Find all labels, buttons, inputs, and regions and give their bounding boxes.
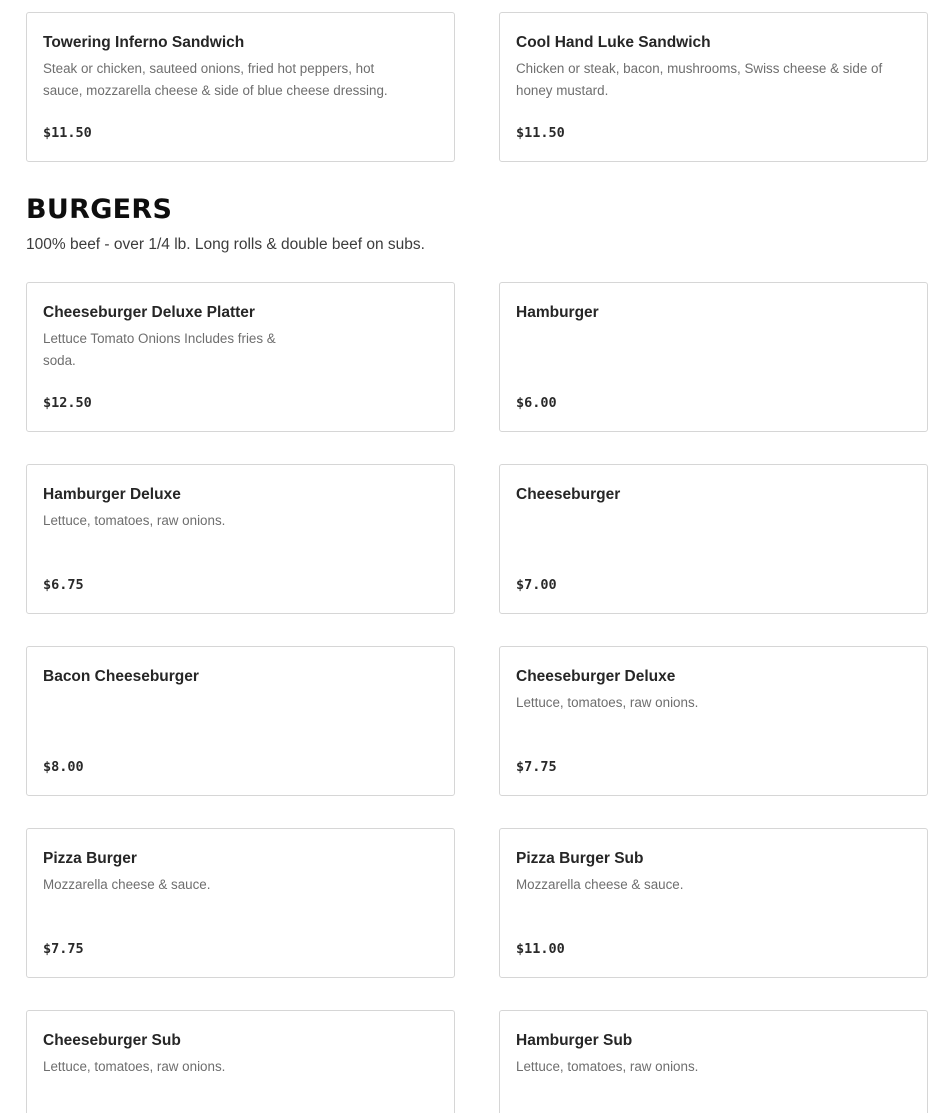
item-description: Lettuce, tomatoes, raw onions. bbox=[43, 513, 226, 528]
menu-item-card[interactable] bbox=[499, 1010, 928, 1113]
menu-item-card[interactable] bbox=[499, 12, 928, 162]
item-name: Hamburger Sub bbox=[516, 1032, 633, 1049]
item-name: Cheeseburger Deluxe Platter bbox=[43, 304, 255, 321]
item-description: Mozzarella cheese & sauce. bbox=[516, 877, 684, 892]
item-price: $11.00 bbox=[516, 941, 565, 957]
item-price: $8.00 bbox=[43, 759, 84, 775]
menu-item-card[interactable] bbox=[26, 1010, 455, 1113]
menu-item-card[interactable] bbox=[499, 828, 928, 978]
menu-item-card[interactable] bbox=[26, 12, 455, 162]
item-price: $11.50 bbox=[43, 125, 92, 141]
item-name: Towering Inferno Sandwich bbox=[43, 34, 245, 51]
item-description: Steak or chicken, sauteed onions, fried hot peppers, hot sauce, mozzarella cheese & side of blue cheese dressing. bbox=[43, 61, 388, 98]
item-price: $11.50 bbox=[516, 125, 565, 141]
item-price: $7.00 bbox=[516, 577, 557, 593]
item-name: Hamburger Deluxe bbox=[43, 486, 181, 503]
item-description: Lettuce Tomato Onions Includes fries & soda. bbox=[43, 331, 276, 368]
menu-item-card[interactable] bbox=[26, 282, 455, 432]
item-description: Lettuce, tomatoes, raw onions. bbox=[43, 1059, 226, 1074]
menu-item-card[interactable] bbox=[499, 282, 928, 432]
menu-item-card[interactable] bbox=[499, 646, 928, 796]
item-price: $12.50 bbox=[43, 395, 92, 411]
item-description: Chicken or steak, bacon, mushrooms, Swiss cheese & side of honey mustard. bbox=[516, 61, 883, 98]
item-price: $6.75 bbox=[43, 577, 84, 593]
item-description: Lettuce, tomatoes, raw onions. bbox=[516, 1059, 699, 1074]
item-description: Mozzarella cheese & sauce. bbox=[43, 877, 211, 892]
item-name: Cheeseburger bbox=[516, 486, 621, 503]
menu-item-card[interactable] bbox=[499, 464, 928, 614]
menu-item-card[interactable] bbox=[26, 464, 455, 614]
item-price: $7.75 bbox=[43, 941, 84, 957]
item-price: $6.00 bbox=[516, 395, 557, 411]
item-name: Cheeseburger Sub bbox=[43, 1032, 181, 1049]
menu-item-card[interactable] bbox=[26, 646, 455, 796]
item-name: Cool Hand Luke Sandwich bbox=[516, 34, 711, 51]
item-name: Pizza Burger bbox=[43, 850, 137, 867]
menu-item-card[interactable] bbox=[26, 828, 455, 978]
section-title: BURGERS bbox=[26, 194, 173, 225]
item-name: Pizza Burger Sub bbox=[516, 850, 644, 867]
item-price: $7.75 bbox=[516, 759, 557, 775]
item-name: Cheeseburger Deluxe bbox=[516, 668, 676, 685]
item-name: Hamburger bbox=[516, 304, 599, 321]
item-name: Bacon Cheeseburger bbox=[43, 668, 199, 685]
item-description: Lettuce, tomatoes, raw onions. bbox=[516, 695, 699, 710]
section-subtitle: 100% beef - over 1/4 lb. Long rolls & double beef on subs. bbox=[26, 236, 425, 253]
